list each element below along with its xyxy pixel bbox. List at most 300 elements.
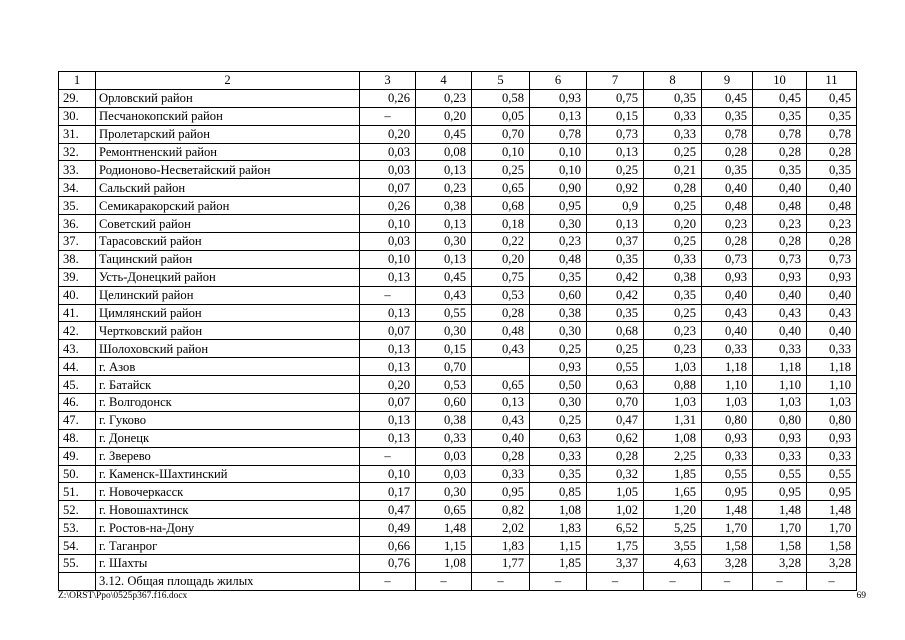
value-cell: 0,13 bbox=[416, 215, 472, 233]
value-cell: – bbox=[360, 447, 416, 465]
row-name: Чертковский район bbox=[96, 322, 360, 340]
value-cell: 0,21 bbox=[644, 161, 702, 179]
value-cell: 0,78 bbox=[807, 125, 857, 143]
row-name: Сальский район bbox=[96, 179, 360, 197]
row-number: 31. bbox=[59, 125, 96, 143]
value-cell: 0,07 bbox=[360, 394, 416, 412]
table-row bbox=[59, 537, 857, 555]
table-row bbox=[59, 465, 857, 483]
value-cell: 1,15 bbox=[530, 537, 587, 555]
table-row bbox=[59, 286, 857, 304]
value-cell: 0,63 bbox=[587, 376, 644, 394]
value-cell: 0,33 bbox=[644, 250, 702, 268]
value-cell: 0,48 bbox=[702, 197, 753, 215]
value-cell: 0,26 bbox=[360, 89, 416, 107]
value-cell: 0,28 bbox=[702, 143, 753, 161]
value-cell: 0,35 bbox=[587, 250, 644, 268]
value-cell: 0,15 bbox=[587, 107, 644, 125]
column-header: 6 bbox=[530, 72, 587, 90]
value-cell: – bbox=[753, 572, 807, 590]
row-number: 40. bbox=[59, 286, 96, 304]
value-cell: 0,73 bbox=[702, 250, 753, 268]
table-row bbox=[59, 304, 857, 322]
row-name: Усть-Донецкий район bbox=[96, 268, 360, 286]
value-cell: 3,28 bbox=[702, 555, 753, 573]
value-cell: 1,48 bbox=[807, 501, 857, 519]
value-cell: 0,33 bbox=[753, 447, 807, 465]
column-header: 4 bbox=[416, 72, 472, 90]
row-number: 53. bbox=[59, 519, 96, 537]
value-cell: 0,33 bbox=[702, 447, 753, 465]
value-cell: 0,88 bbox=[644, 376, 702, 394]
row-number: 29. bbox=[59, 89, 96, 107]
table-row bbox=[59, 447, 857, 465]
value-cell: 1,85 bbox=[644, 465, 702, 483]
value-cell: 0,95 bbox=[702, 483, 753, 501]
value-cell: 0,80 bbox=[702, 411, 753, 429]
value-cell: 4,63 bbox=[644, 555, 702, 573]
value-cell: 0,45 bbox=[416, 125, 472, 143]
value-cell: 0,25 bbox=[587, 340, 644, 358]
value-cell: 3,55 bbox=[644, 537, 702, 555]
row-name: Цимлянский район bbox=[96, 304, 360, 322]
row-name: г. Новочеркасск bbox=[96, 483, 360, 501]
value-cell: 0,33 bbox=[530, 447, 587, 465]
value-cell: 1,31 bbox=[644, 411, 702, 429]
value-cell: 0,93 bbox=[753, 429, 807, 447]
value-cell: 1,03 bbox=[644, 394, 702, 412]
value-cell: 1,83 bbox=[530, 519, 587, 537]
value-cell: 0,48 bbox=[472, 322, 530, 340]
value-cell: 0,38 bbox=[416, 411, 472, 429]
table-row bbox=[59, 501, 857, 519]
value-cell: 0,73 bbox=[807, 250, 857, 268]
value-cell: 0,70 bbox=[472, 125, 530, 143]
value-cell: 0,20 bbox=[472, 250, 530, 268]
row-number: 54. bbox=[59, 537, 96, 555]
value-cell: 0,40 bbox=[753, 322, 807, 340]
value-cell: 0,43 bbox=[807, 304, 857, 322]
row-number: 43. bbox=[59, 340, 96, 358]
row-name: Родионово-Несветайский район bbox=[96, 161, 360, 179]
value-cell: 0,35 bbox=[644, 286, 702, 304]
value-cell: 0,68 bbox=[472, 197, 530, 215]
value-cell: 0,28 bbox=[807, 233, 857, 251]
row-name: Пролетарский район bbox=[96, 125, 360, 143]
value-cell: 0,20 bbox=[360, 376, 416, 394]
value-cell: 0,35 bbox=[530, 268, 587, 286]
row-name: Семикаракорский район bbox=[96, 197, 360, 215]
value-cell: 0,35 bbox=[644, 89, 702, 107]
table-row bbox=[59, 233, 857, 251]
table-row bbox=[59, 429, 857, 447]
value-cell: 0,35 bbox=[807, 107, 857, 125]
value-cell: 0,40 bbox=[472, 429, 530, 447]
value-cell: 0,28 bbox=[753, 233, 807, 251]
value-cell: 0,48 bbox=[530, 250, 587, 268]
value-cell: 0,40 bbox=[807, 179, 857, 197]
value-cell: 0,33 bbox=[807, 447, 857, 465]
row-number: 51. bbox=[59, 483, 96, 501]
value-cell: 0,03 bbox=[416, 465, 472, 483]
row-number: 48. bbox=[59, 429, 96, 447]
value-cell: 1,83 bbox=[472, 537, 530, 555]
row-number: 45. bbox=[59, 376, 96, 394]
value-cell: 0,40 bbox=[702, 179, 753, 197]
value-cell: 0,43 bbox=[416, 286, 472, 304]
value-cell: 0,33 bbox=[472, 465, 530, 483]
row-number: 46. bbox=[59, 394, 96, 412]
table-row bbox=[59, 340, 857, 358]
value-cell: 0,28 bbox=[807, 143, 857, 161]
value-cell: 0,78 bbox=[702, 125, 753, 143]
value-cell: 0,20 bbox=[360, 125, 416, 143]
value-cell: – bbox=[807, 572, 857, 590]
value-cell: 1,70 bbox=[702, 519, 753, 537]
row-name: Шолоховский район bbox=[96, 340, 360, 358]
row-number: 37. bbox=[59, 233, 96, 251]
value-cell: 1,58 bbox=[753, 537, 807, 555]
table-row bbox=[59, 358, 857, 376]
value-cell: 0,90 bbox=[530, 179, 587, 197]
row-number: 47. bbox=[59, 411, 96, 429]
value-cell: 0,10 bbox=[530, 143, 587, 161]
value-cell: 0,28 bbox=[753, 143, 807, 161]
value-cell: 1,18 bbox=[702, 358, 753, 376]
value-cell: 1,70 bbox=[807, 519, 857, 537]
row-number: 39. bbox=[59, 268, 96, 286]
row-number: 34. bbox=[59, 179, 96, 197]
row-number: 33. bbox=[59, 161, 96, 179]
value-cell bbox=[472, 358, 530, 376]
column-header: 8 bbox=[644, 72, 702, 90]
value-cell: 0,28 bbox=[644, 179, 702, 197]
value-cell: 0,60 bbox=[530, 286, 587, 304]
value-cell: – bbox=[416, 572, 472, 590]
row-name: Целинский район bbox=[96, 286, 360, 304]
value-cell: 0,13 bbox=[360, 268, 416, 286]
value-cell: 0,25 bbox=[530, 340, 587, 358]
value-cell: 0,40 bbox=[702, 286, 753, 304]
value-cell: 0,80 bbox=[753, 411, 807, 429]
row-name: г. Азов bbox=[96, 358, 360, 376]
row-name: Песчанокопский район bbox=[96, 107, 360, 125]
row-number: 30. bbox=[59, 107, 96, 125]
value-cell: 0,80 bbox=[807, 411, 857, 429]
row-name: Советский район bbox=[96, 215, 360, 233]
value-cell: 0,43 bbox=[702, 304, 753, 322]
value-cell: 0,13 bbox=[416, 161, 472, 179]
value-cell: 0,40 bbox=[753, 286, 807, 304]
table-row bbox=[59, 161, 857, 179]
value-cell: 0,25 bbox=[644, 197, 702, 215]
table-row bbox=[59, 89, 857, 107]
value-cell: 0,25 bbox=[644, 233, 702, 251]
value-cell: 0,13 bbox=[472, 394, 530, 412]
value-cell: 0,18 bbox=[472, 215, 530, 233]
table-row bbox=[59, 268, 857, 286]
row-name: 3.12. Общая площадь жилых bbox=[96, 572, 360, 590]
value-cell: 0,07 bbox=[360, 322, 416, 340]
value-cell: 0,33 bbox=[753, 340, 807, 358]
value-cell: 1,48 bbox=[416, 519, 472, 537]
value-cell: 0,38 bbox=[644, 268, 702, 286]
value-cell: 0,53 bbox=[416, 376, 472, 394]
value-cell: 0,10 bbox=[472, 143, 530, 161]
row-name: г. Волгодонск bbox=[96, 394, 360, 412]
value-cell: 0,47 bbox=[360, 501, 416, 519]
value-cell: 0,20 bbox=[644, 215, 702, 233]
value-cell: 0,55 bbox=[702, 465, 753, 483]
table-row bbox=[59, 394, 857, 412]
value-cell: 1,10 bbox=[753, 376, 807, 394]
value-cell: 3,28 bbox=[753, 555, 807, 573]
value-cell: 0,38 bbox=[416, 197, 472, 215]
value-cell: 0,70 bbox=[416, 358, 472, 376]
value-cell: 1,48 bbox=[753, 501, 807, 519]
row-number: 38. bbox=[59, 250, 96, 268]
value-cell: 0,13 bbox=[416, 250, 472, 268]
value-cell: 0,05 bbox=[472, 107, 530, 125]
value-cell: 0,95 bbox=[530, 197, 587, 215]
value-cell: 1,03 bbox=[702, 394, 753, 412]
value-cell: – bbox=[472, 572, 530, 590]
value-cell: 0,30 bbox=[530, 322, 587, 340]
value-cell: 1,03 bbox=[753, 394, 807, 412]
value-cell: 0,92 bbox=[587, 179, 644, 197]
value-cell: 6,52 bbox=[587, 519, 644, 537]
row-name: Орловский район bbox=[96, 89, 360, 107]
value-cell: 0,78 bbox=[753, 125, 807, 143]
row-name: г. Донецк bbox=[96, 429, 360, 447]
value-cell: 0,13 bbox=[360, 411, 416, 429]
value-cell: 1,08 bbox=[530, 501, 587, 519]
value-cell: 0,48 bbox=[753, 197, 807, 215]
value-cell: 0,33 bbox=[702, 340, 753, 358]
value-cell: 0,33 bbox=[416, 429, 472, 447]
value-cell: 0,40 bbox=[753, 179, 807, 197]
value-cell: 0,03 bbox=[360, 161, 416, 179]
row-number: 42. bbox=[59, 322, 96, 340]
row-name: г. Ростов-на-Дону bbox=[96, 519, 360, 537]
table-row bbox=[59, 322, 857, 340]
value-cell: 0,55 bbox=[416, 304, 472, 322]
value-cell: 0,30 bbox=[530, 394, 587, 412]
value-cell: 0,93 bbox=[530, 358, 587, 376]
table-row bbox=[59, 572, 857, 590]
row-name: г. Зверево bbox=[96, 447, 360, 465]
value-cell: 0,25 bbox=[587, 161, 644, 179]
value-cell: 0,28 bbox=[472, 447, 530, 465]
value-cell: 0,03 bbox=[360, 233, 416, 251]
value-cell: – bbox=[530, 572, 587, 590]
value-cell: 0,45 bbox=[416, 268, 472, 286]
row-name: г. Таганрог bbox=[96, 537, 360, 555]
column-header: 2 bbox=[96, 72, 360, 90]
value-cell: 0,76 bbox=[360, 555, 416, 573]
value-cell: 0,33 bbox=[644, 107, 702, 125]
row-number: 52. bbox=[59, 501, 96, 519]
row-number: 55. bbox=[59, 555, 96, 573]
value-cell: 1,10 bbox=[702, 376, 753, 394]
value-cell: 0,08 bbox=[416, 143, 472, 161]
value-cell: 3,37 bbox=[587, 555, 644, 573]
value-cell: 0,55 bbox=[587, 358, 644, 376]
value-cell: 1,75 bbox=[587, 537, 644, 555]
value-cell: 0,66 bbox=[360, 537, 416, 555]
value-cell: 0,10 bbox=[530, 161, 587, 179]
value-cell: 0,95 bbox=[807, 483, 857, 501]
value-cell: 1,77 bbox=[472, 555, 530, 573]
value-cell: 0,13 bbox=[360, 340, 416, 358]
value-cell: 0,38 bbox=[530, 304, 587, 322]
value-cell: 0,35 bbox=[530, 465, 587, 483]
value-cell: 0,23 bbox=[416, 179, 472, 197]
value-cell: 1,03 bbox=[807, 394, 857, 412]
value-cell: 0,25 bbox=[472, 161, 530, 179]
value-cell: 0,23 bbox=[807, 215, 857, 233]
value-cell: 0,85 bbox=[530, 483, 587, 501]
value-cell: 0,43 bbox=[753, 304, 807, 322]
value-cell: 0,30 bbox=[416, 233, 472, 251]
value-cell: 0,73 bbox=[587, 125, 644, 143]
value-cell: 0,28 bbox=[587, 447, 644, 465]
value-cell: 0,55 bbox=[753, 465, 807, 483]
value-cell: 1,48 bbox=[702, 501, 753, 519]
value-cell: 0,49 bbox=[360, 519, 416, 537]
column-header: 5 bbox=[472, 72, 530, 90]
value-cell: 0,15 bbox=[416, 340, 472, 358]
value-cell: – bbox=[360, 107, 416, 125]
value-cell: – bbox=[644, 572, 702, 590]
row-name: г. Шахты bbox=[96, 555, 360, 573]
value-cell: 0,35 bbox=[587, 304, 644, 322]
value-cell: 0,40 bbox=[807, 286, 857, 304]
footer-page-number: 69 bbox=[856, 591, 866, 601]
value-cell: 0,62 bbox=[587, 429, 644, 447]
value-cell: 0,13 bbox=[530, 107, 587, 125]
value-cell: 0,23 bbox=[644, 340, 702, 358]
value-cell: 1,10 bbox=[807, 376, 857, 394]
value-cell: 0,50 bbox=[530, 376, 587, 394]
value-cell: 0,93 bbox=[807, 429, 857, 447]
value-cell: 0,03 bbox=[360, 143, 416, 161]
row-name: г. Гуково bbox=[96, 411, 360, 429]
value-cell: 0,43 bbox=[472, 411, 530, 429]
value-cell: 1,18 bbox=[753, 358, 807, 376]
value-cell: 0,10 bbox=[360, 465, 416, 483]
row-number: 41. bbox=[59, 304, 96, 322]
value-cell: 1,15 bbox=[416, 537, 472, 555]
value-cell: 0,13 bbox=[360, 429, 416, 447]
table-row bbox=[59, 376, 857, 394]
row-name: г. Каменск-Шахтинский bbox=[96, 465, 360, 483]
value-cell: 0,82 bbox=[472, 501, 530, 519]
value-cell: 1,18 bbox=[807, 358, 857, 376]
value-cell: 0,10 bbox=[360, 215, 416, 233]
value-cell: 0,40 bbox=[702, 322, 753, 340]
value-cell: 0,95 bbox=[472, 483, 530, 501]
value-cell: 0,13 bbox=[360, 304, 416, 322]
value-cell: 0,22 bbox=[472, 233, 530, 251]
value-cell: 0,93 bbox=[807, 268, 857, 286]
row-number: 35. bbox=[59, 197, 96, 215]
value-cell: 0,23 bbox=[753, 215, 807, 233]
row-name: Тацинский район bbox=[96, 250, 360, 268]
value-cell: 1,08 bbox=[416, 555, 472, 573]
row-number: 49. bbox=[59, 447, 96, 465]
table-row bbox=[59, 519, 857, 537]
header-row bbox=[59, 72, 857, 90]
value-cell: 0,45 bbox=[702, 89, 753, 107]
value-cell: – bbox=[360, 286, 416, 304]
value-cell: 0,75 bbox=[587, 89, 644, 107]
value-cell: 0,28 bbox=[702, 233, 753, 251]
table-row bbox=[59, 483, 857, 501]
value-cell: 0,45 bbox=[753, 89, 807, 107]
value-cell: 0,47 bbox=[587, 411, 644, 429]
value-cell: 0,93 bbox=[753, 268, 807, 286]
value-cell: 0,33 bbox=[807, 340, 857, 358]
value-cell: 0,33 bbox=[644, 125, 702, 143]
value-cell: 5,25 bbox=[644, 519, 702, 537]
value-cell: 0,23 bbox=[416, 89, 472, 107]
value-cell: 1,02 bbox=[587, 501, 644, 519]
value-cell: 0,78 bbox=[530, 125, 587, 143]
column-header: 9 bbox=[702, 72, 753, 90]
value-cell: 0,10 bbox=[360, 250, 416, 268]
value-cell: 0,60 bbox=[416, 394, 472, 412]
value-cell: 1,08 bbox=[644, 429, 702, 447]
value-cell: 0,93 bbox=[702, 268, 753, 286]
value-cell: 1,65 bbox=[644, 483, 702, 501]
value-cell: 0,23 bbox=[530, 233, 587, 251]
value-cell: 0,43 bbox=[472, 340, 530, 358]
value-cell: 0,93 bbox=[702, 429, 753, 447]
row-name: г. Новошахтинск bbox=[96, 501, 360, 519]
value-cell: 0,35 bbox=[702, 161, 753, 179]
value-cell: 0,58 bbox=[472, 89, 530, 107]
table-row bbox=[59, 125, 857, 143]
value-cell: 0,25 bbox=[644, 304, 702, 322]
row-number bbox=[59, 572, 96, 590]
value-cell: 1,58 bbox=[807, 537, 857, 555]
value-cell: 0,20 bbox=[416, 107, 472, 125]
value-cell: 3,28 bbox=[807, 555, 857, 573]
table-row bbox=[59, 143, 857, 161]
footer-file-path: Z:\ORST\Ppo\0525p367.f16.docx bbox=[58, 591, 188, 601]
value-cell: 0,17 bbox=[360, 483, 416, 501]
value-cell: 0,45 bbox=[807, 89, 857, 107]
table-row bbox=[59, 179, 857, 197]
value-cell: 2,02 bbox=[472, 519, 530, 537]
value-cell: 0,30 bbox=[416, 322, 472, 340]
value-cell: 0,03 bbox=[416, 447, 472, 465]
value-cell: 0,55 bbox=[807, 465, 857, 483]
table-row bbox=[59, 411, 857, 429]
value-cell: 0,63 bbox=[530, 429, 587, 447]
value-cell: 0,30 bbox=[416, 483, 472, 501]
column-header: 11 bbox=[807, 72, 857, 90]
value-cell: 0,35 bbox=[702, 107, 753, 125]
row-name: г. Батайск bbox=[96, 376, 360, 394]
value-cell: 0,9 bbox=[587, 197, 644, 215]
column-header: 10 bbox=[753, 72, 807, 90]
value-cell: 0,42 bbox=[587, 286, 644, 304]
value-cell: 0,68 bbox=[587, 322, 644, 340]
table-row bbox=[59, 555, 857, 573]
value-cell: 0,42 bbox=[587, 268, 644, 286]
